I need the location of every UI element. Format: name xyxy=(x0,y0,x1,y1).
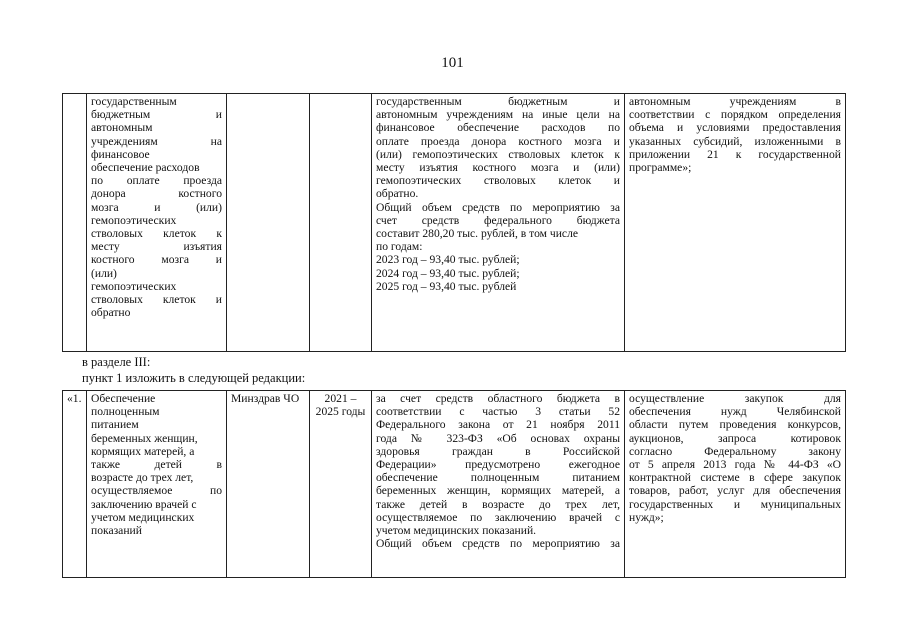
desc-line: счет средств федерального бюджета xyxy=(376,213,620,227)
mech-line: приложении 21 к государственной xyxy=(629,147,841,161)
name-line: (или) xyxy=(91,266,117,280)
mech-line: контрактной системе в сфере закупок xyxy=(629,471,841,485)
cell-name xyxy=(87,94,227,352)
desc-line: 2023 год – 93,40 тыс. рублей; xyxy=(376,253,520,267)
name-line: донора костного xyxy=(91,187,222,201)
name-line: мозга и (или) xyxy=(91,200,222,214)
name-line: костного мозга и xyxy=(91,253,222,267)
mech-line: нужд»; xyxy=(629,510,664,524)
mech-line: от 5 апреля 2013 года № 44-ФЗ «О xyxy=(629,458,841,472)
cell-description xyxy=(372,391,625,578)
desc-line: автономным учреждениям на иные цели на xyxy=(376,108,620,122)
section-reference: в разделе III: xyxy=(82,355,151,369)
name-line: учетом медицинских xyxy=(91,510,195,524)
name-line: полноценным xyxy=(91,405,160,419)
cell-description xyxy=(372,94,625,352)
name-line: обратно xyxy=(91,306,131,320)
name-line: месту изъятия xyxy=(91,240,222,254)
desc-line: государственным бюджетным и xyxy=(376,95,620,108)
desc-line: года № 323-ФЗ «Об основах охраны xyxy=(376,431,620,445)
desc-line: оплате проезда донора костного мозга и xyxy=(376,134,620,148)
table-continuation xyxy=(62,93,846,352)
desc-line: гемопоэтических стволовых клеток и xyxy=(376,174,620,188)
table-row xyxy=(63,94,846,352)
desc-line: Федерального закона от 21 ноября 2011 xyxy=(376,418,620,432)
desc-line: учетом медицинских показаний. xyxy=(376,524,537,538)
name-line: показаний xyxy=(91,524,142,538)
name-line: также детей в xyxy=(91,458,222,472)
mech-line: указанных субсидий, изложенными в xyxy=(629,134,841,148)
desc-line: соответствии с частью 3 статьи 52 xyxy=(376,405,620,419)
cell-period: 2021 – 2025 годы xyxy=(310,391,372,578)
desc-line: по годам: xyxy=(376,240,423,254)
name-line: кормящих матерей, а xyxy=(91,444,195,458)
desc-line: беременных женщин, кормящих матерей, а xyxy=(376,484,620,498)
desc-line: составит 280,20 тыс. рублей, в том числе xyxy=(376,227,578,241)
name-line: автономным xyxy=(91,121,153,135)
name-line: питанием xyxy=(91,418,139,432)
desc-line: Федерации» предусмотрено ежегодное xyxy=(376,458,620,472)
name-line: беременных женщин, xyxy=(91,431,198,445)
desc-line: здоровья граждан в Российской xyxy=(376,444,620,458)
desc-line: обратно. xyxy=(376,187,419,201)
desc-line: финансовое обеспечение расходов по xyxy=(376,121,620,135)
desc-line: Общий объем средств по мероприятию за xyxy=(376,200,620,214)
mech-line: соответствии с порядком определения xyxy=(629,108,841,122)
desc-line: 2024 год – 93,40 тыс. рублей; xyxy=(376,266,520,280)
cell-mechanism xyxy=(625,94,846,352)
name-line: государственным xyxy=(91,95,177,108)
name-line: стволовых клеток и xyxy=(91,293,222,307)
table-new-edition xyxy=(62,390,846,578)
name-line: стволовых клеток к xyxy=(91,227,222,241)
cell-name xyxy=(87,391,227,578)
name-line: осуществляемое по xyxy=(91,484,222,498)
mech-line: товаров, работ, услуг для обеспечения xyxy=(629,484,841,498)
desc-line: 2025 год – 93,40 тыс. рублей xyxy=(376,279,517,293)
mech-line: объема и условиями предоставления xyxy=(629,121,841,135)
name-line: гемопоэтических xyxy=(91,213,177,227)
name-line: Обеспечение xyxy=(91,392,156,405)
mech-line: согласно Федеральному закону xyxy=(629,444,841,458)
desc-line: осуществляемое по заключению врачей с xyxy=(376,510,620,524)
mech-line: программе»; xyxy=(629,161,692,175)
cell-num: «1. xyxy=(63,391,87,578)
name-line: обеспечение расходов xyxy=(91,161,200,175)
desc-line: также детей в возрасте до трех лет, xyxy=(376,497,620,511)
name-line: заключению врачей с xyxy=(91,497,197,511)
mech-line: области путем проведения конкурсов, xyxy=(629,418,841,432)
cell-executor: Минздрав ЧО xyxy=(227,391,310,578)
amendment-instruction: пункт 1 изложить в следующей редакции: xyxy=(82,371,306,385)
cell-num xyxy=(63,94,87,352)
name-line: гемопоэтических xyxy=(91,279,177,293)
name-line: возрасте до трех лет, xyxy=(91,471,194,485)
mech-line: аукционов, запроса котировок xyxy=(629,431,841,445)
cell-executor xyxy=(227,94,310,352)
name-line: бюджетным и xyxy=(91,108,222,122)
table-row xyxy=(63,391,846,578)
desc-line: обеспечение полноценным питанием xyxy=(376,471,620,485)
desc-line: Общий объем средств по мероприятию за xyxy=(376,537,620,551)
mech-line: обеспечения нужд Челябинской xyxy=(629,405,841,419)
cell-mechanism xyxy=(625,391,846,578)
mech-line: осуществление закупок для xyxy=(629,392,841,405)
name-line: финансовое xyxy=(91,147,150,161)
desc-line: месту изъятия костного мозга и (или) xyxy=(376,161,620,175)
cell-period xyxy=(310,94,372,352)
name-line: по оплате проезда xyxy=(91,174,222,188)
desc-line: за счет средств областного бюджета в xyxy=(376,392,620,405)
name-line: учреждениям на xyxy=(91,134,222,148)
mech-line: автономным учреждениям в xyxy=(629,95,841,108)
page-number: 101 xyxy=(441,55,464,71)
mech-line: государственных и муниципальных xyxy=(629,497,841,511)
desc-line: (или) гемопоэтических стволовых клеток к xyxy=(376,147,620,161)
